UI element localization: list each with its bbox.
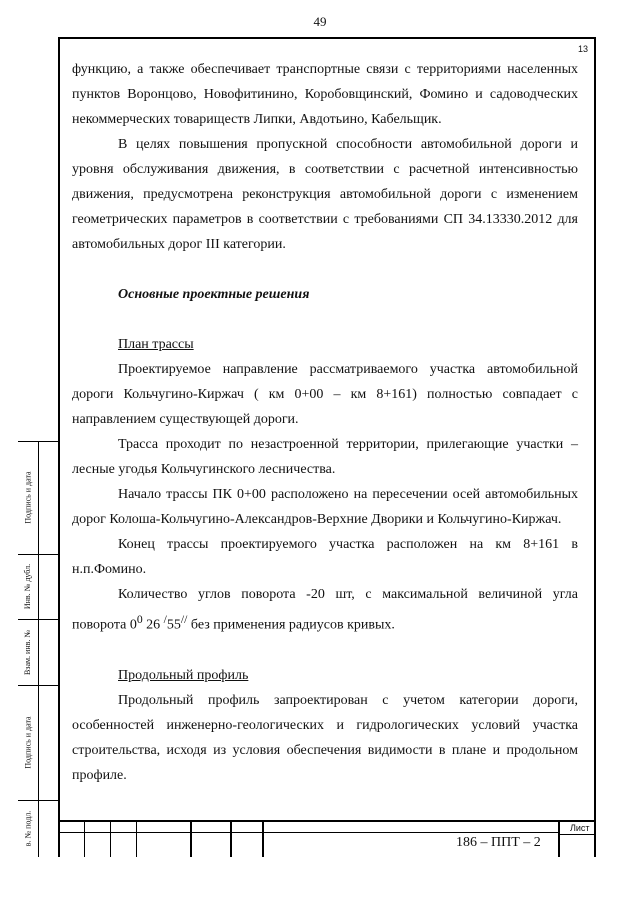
title-block-list-line [558,834,596,835]
binding-sidebar [18,441,58,857]
paragraph-7-part-d: без применения радиусов кривых. [187,617,395,633]
sheet-number: 13 [577,44,588,54]
paragraph-1: функцию, а также обеспечивает транспортные связи с территориями населенных пунктов Воронцово, Новофитинино, Коробовщинский, Фомино и садоводческих некоммерческих товариществ Липки, Авдотьино, Кабельщик. [72,62,578,127]
title-block [58,820,596,857]
paragraph-3: Проектируемое направление рассматриваемого участка автомобильной дороги Кольчугино-Киржач ( км 0+00 – км 8+161) полностью совпадает с направлением существующей дороги. [72,362,578,427]
title-block-col-6 [262,820,264,857]
section-heading-main: Основные проектные решения [118,287,310,302]
title-block-top-border [58,820,596,822]
sheet-label: Лист [570,823,590,833]
title-block-col-3 [136,820,137,857]
document-code: 186 – ППТ – 2 [456,835,541,850]
sidebar-label-inv-podl: в. № подл. [23,810,33,847]
paragraph-7-part-b: 26 [142,617,164,633]
title-block-col-1 [84,820,85,857]
paragraph-7-sup-3: // [180,613,188,626]
paragraph-5: Начало трассы ПК 0+00 расположено на пересечении осей автомобильных дорог Колоша-Кольчугино-Александров-Верхние Дворики и Кольчугино-Киржач. [72,487,578,527]
paragraph-7-part-c: 55 [166,617,181,633]
paragraph-2: В целях повышения пропускной способности автомобильной дороги и уровня обслуживания движения, в соответствии с расчетной интенсивностью движения, предусмотрена реконструкция автомобильной дороги с изменением геометрических параметров в соответствии с требованиями СП 34.13330.2012 для автомобильных дорог III категории. [72,137,578,252]
paragraph-7-sup-1: 0 [136,613,143,626]
sidebar-label-vzam-inv: Взам. инв. № [23,629,33,675]
title-block-row-line [58,832,558,833]
paragraph-7-sup-2: / [163,613,167,626]
paragraph-4: Трасса проходит по незастроенной территории, прилегающие участки – лесные угодья Кольчугинского лесничества. [72,437,578,477]
title-block-col-5 [230,820,232,857]
subsection-heading-plan: План трассы [118,337,194,352]
sidebar-label-sign-date-1: Подпись и дата [23,471,33,524]
paragraph-7-part-a: Количество углов поворота -20 шт, с максимальной величиной угла поворота 0 [72,587,578,633]
title-block-col-2 [110,820,111,857]
paragraph-8: Продольный профиль запроектирован с учетом категории дороги, особенностей инженерно-геологических и гидрологических условий участка строительства, исходя из условия обеспечения видимости в плане и продольном профиле. [72,692,578,783]
subsection-heading-profile: Продольный профиль [118,667,249,683]
title-block-col-4 [190,820,192,857]
page-number: 49 [313,14,327,29]
sidebar-label-inv-dubl: Инв. № дубл. [23,563,33,610]
document-body [72,57,578,788]
sidebar-label-sign-date-2: Подпись и дата [23,716,33,769]
title-block-col-7 [558,820,560,857]
paragraph-7 [72,582,578,638]
paragraph-6: Конец трассы проектируемого участка расположен на км 8+161 в н.п.Фомино. [72,537,578,577]
